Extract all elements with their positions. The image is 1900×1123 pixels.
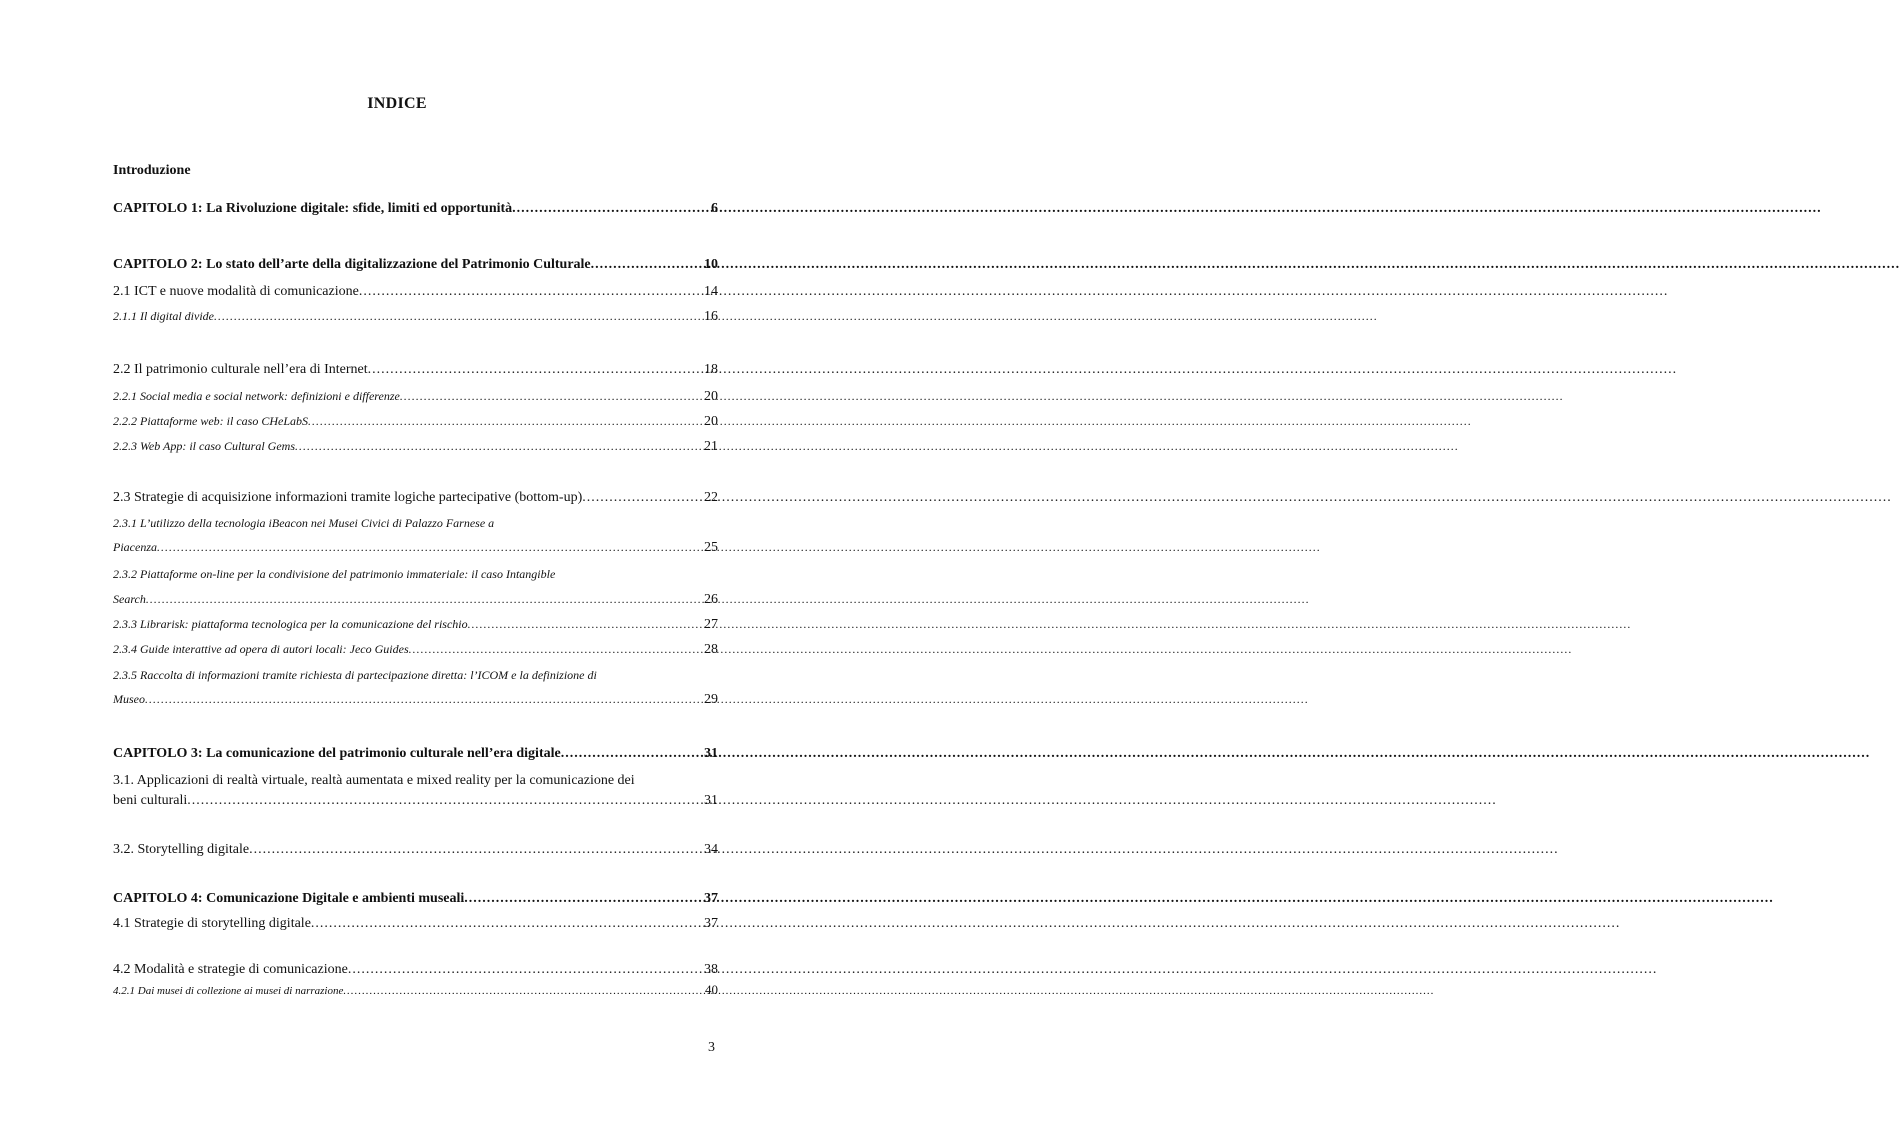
toc-entry-2-1[interactable] [113, 284, 718, 300]
toc-entry-2-2-1[interactable] [113, 389, 718, 405]
toc-entry-2-1-1[interactable] [113, 309, 718, 325]
toc-entry-2-3-5-first-line: 2.3.5 Raccolta di informazioni tramite richiesta di partecipazione diretta: l’ICOM e la definizione di [113, 668, 597, 682]
toc-entry-text: CAPITOLO 1: La Rivoluzione digitale: sfide, limiti ed opportunità [113, 201, 513, 216]
toc-entry-text: 2.3.4 Guide interattive ad opera di autori locali: Jeco Guides [113, 642, 409, 656]
toc-entry-3-2[interactable] [113, 842, 718, 858]
toc-entry-2-3-4[interactable] [113, 642, 718, 658]
toc-entry-4-2[interactable] [113, 962, 718, 978]
toc-entry-text: Museo [113, 692, 145, 706]
toc-entry-3-1[interactable] [113, 793, 718, 809]
toc-entry-page: 31 [704, 793, 718, 808]
toc-entry-page: 28 [704, 642, 718, 657]
toc-entry-page: 14 [704, 284, 718, 299]
toc-entry-chapter-2[interactable] [113, 257, 718, 273]
leader-dots [561, 746, 703, 762]
toc-entry-text: 4.2.1 Dai musei di collezione ai musei di narrazione [113, 985, 344, 997]
toc-entry-text: 2.2.2 Piattaforme web: il caso CHeLabS [113, 414, 308, 428]
toc-entry-page: 22 [704, 490, 718, 505]
toc-entry-text: Piacenza [113, 540, 157, 554]
toc-entry-2-3[interactable] [113, 490, 718, 506]
toc-entry-text: 3.2. Storytelling digitale [113, 842, 250, 857]
toc-entry-text: beni culturali [113, 793, 188, 808]
leader-dots [157, 540, 703, 555]
leader-dots [582, 490, 703, 506]
toc-entry-2-3-2-first-line: 2.3.2 Piattaforme on-line per la condivisione del patrimonio immateriale: il caso Intangible [113, 567, 556, 581]
leader-dots [249, 842, 703, 858]
leader-dots [214, 309, 703, 324]
page-title: INDICE [367, 95, 427, 112]
toc-entry-2-2-3[interactable] [113, 439, 718, 455]
toc-entry-text: 4.1 Strategie di storytelling digitale [113, 916, 311, 931]
toc-entry-page: 38 [704, 962, 718, 977]
toc-entry-page: 26 [704, 592, 718, 607]
leader-dots [409, 642, 703, 657]
toc-entry-page: 25 [704, 540, 718, 555]
toc-entry-page: 40 [705, 982, 718, 997]
toc-entry-page: 29 [704, 692, 718, 707]
toc-entry-chapter-3[interactable] [113, 746, 718, 762]
toc-entry-text: 2.3 Strategie di acquisizione informazioni tramite logiche partecipative (bottom-up) [113, 490, 583, 505]
toc-entry-page: 37 [704, 916, 718, 931]
toc-entry-page: 10 [704, 257, 718, 272]
toc-entry-2-3-2[interactable] [113, 592, 718, 608]
toc-entry-chapter-4[interactable] [113, 891, 718, 907]
leader-dots [468, 617, 703, 632]
leader-dots [311, 916, 703, 932]
toc-entry-page: 31 [704, 746, 718, 761]
leader-dots [512, 201, 710, 217]
toc-entry-2-3-3[interactable] [113, 617, 718, 633]
toc-entry-page: 18 [704, 362, 718, 377]
toc-entry-3-1-first-line: 3.1. Applicazioni di realtà virtuale, realtà aumentata e mixed reality per la comunicazione dei [113, 773, 635, 788]
toc-entry-page: 20 [704, 414, 718, 429]
toc-entry-page: 21 [704, 439, 718, 454]
toc-entry-text: 4.2 Modalità e strategie di comunicazione [113, 962, 348, 977]
toc-entry-2-2[interactable] [113, 362, 718, 378]
leader-dots [146, 592, 703, 607]
toc-entry-4-2-1[interactable] [113, 982, 718, 998]
toc-entry-2-3-5[interactable] [113, 692, 718, 708]
toc-entry-page: 20 [704, 389, 718, 404]
toc-entry-text: 2.2.1 Social media e social network: definizioni e differenze [113, 389, 400, 403]
toc-entry-2-3-1-first-line: 2.3.1 L’utilizzo della tecnologia iBeacon nei Musei Civici di Palazzo Farnese a [113, 516, 495, 530]
leader-dots [295, 439, 703, 454]
toc-entry-chapter-1[interactable] [113, 201, 718, 217]
toc-entry-page: 37 [704, 891, 718, 906]
toc-entry-text: 2.2.3 Web App: il caso Cultural Gems [113, 439, 295, 453]
leader-dots [348, 962, 703, 978]
leader-dots [400, 389, 703, 404]
leader-dots [591, 257, 703, 273]
toc-entry-text: 2.2 Il patrimonio culturale nell’era di Internet [113, 362, 368, 377]
leader-dots [464, 891, 703, 907]
leader-dots [308, 414, 703, 429]
toc-entry-text: 2.3.3 Librarisk: piattaforma tecnologica per la comunicazione del rischio [113, 617, 468, 631]
toc-entry-page: 34 [704, 842, 718, 857]
leader-dots [368, 362, 703, 378]
toc-entry-page: 6 [711, 201, 718, 216]
leader-dots [187, 793, 703, 809]
toc-entry-page: 27 [704, 617, 718, 632]
toc-entry-text: CAPITOLO 2: Lo stato dell’arte della digitalizzazione del Patrimonio Culturale [113, 257, 591, 272]
page-number: 3 [708, 1040, 715, 1055]
toc-entry-text: 2.1 ICT e nuove modalità di comunicazione [113, 284, 359, 299]
toc-entry-text: Search [113, 592, 146, 606]
leader-dots [359, 284, 703, 300]
toc-entry-text: CAPITOLO 4: Comunicazione Digitale e ambienti museali [113, 891, 465, 906]
toc-entry-2-3-1[interactable] [113, 540, 718, 556]
leader-dots [145, 692, 703, 707]
leader-dots [343, 985, 704, 997]
toc-entry-text: 2.1.1 Il digital divide [113, 309, 214, 323]
toc-entry-2-2-2[interactable] [113, 414, 718, 430]
toc-entry-4-1[interactable] [113, 916, 718, 932]
toc-entry-page: 16 [704, 309, 718, 324]
intro-heading: Introduzione [113, 163, 191, 178]
toc-entry-text: CAPITOLO 3: La comunicazione del patrimonio culturale nell’era digitale [113, 746, 561, 761]
